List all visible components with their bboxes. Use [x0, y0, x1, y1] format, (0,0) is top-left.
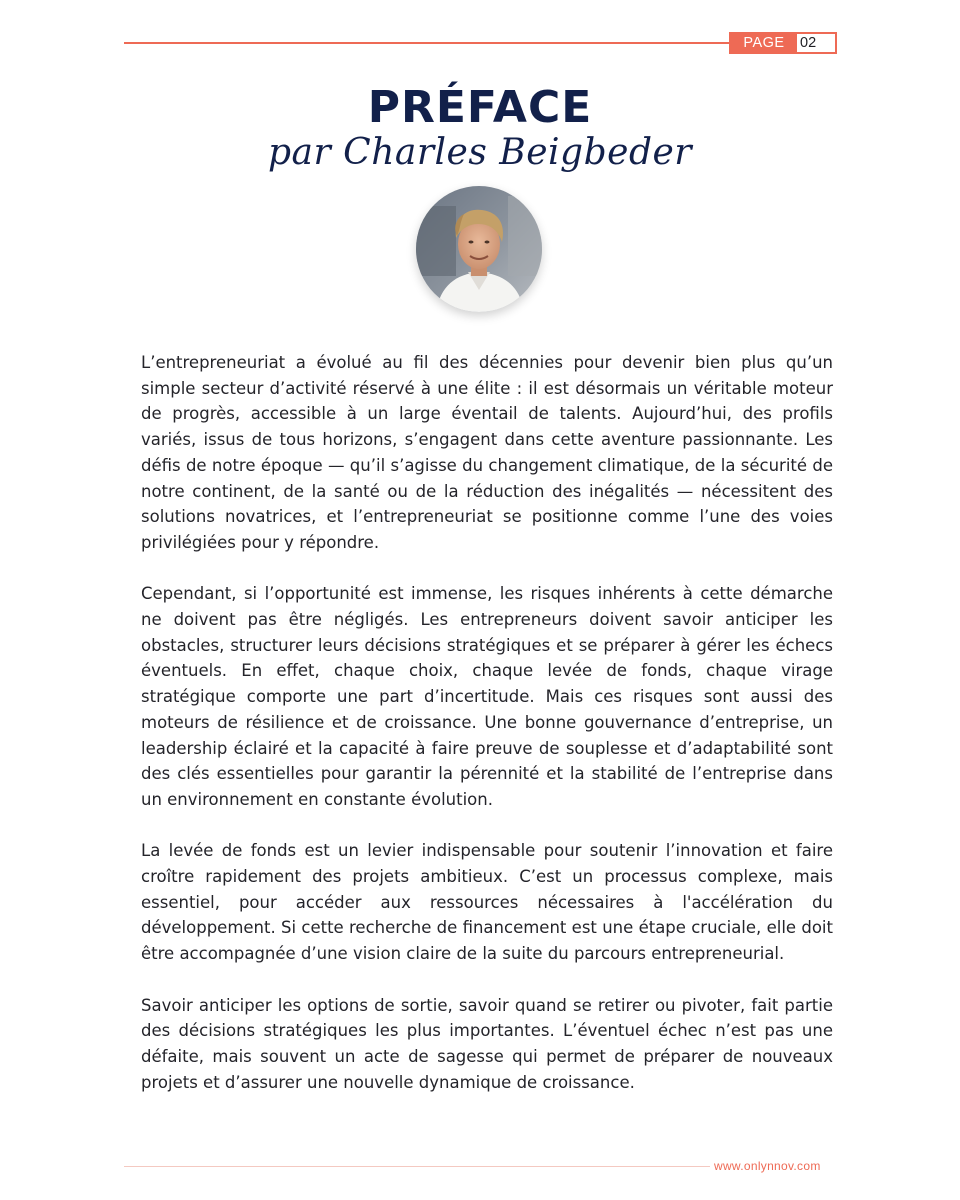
paragraph: Savoir anticiper les options de sortie, savoir quand se retirer ou pivoter, fait partie des décisions stratégiques les plus importantes. L’éventuel échec n’est pas une défaite, mais souvent un acte de sagesse qui permet de préparer de nouveaux projets et d’assurer une nouvelle dynamique de croissance. [141, 995, 833, 1092]
page-number: 02 [800, 35, 817, 51]
page-label: PAGE [731, 34, 797, 52]
header-rule [124, 42, 730, 44]
footer-website-link[interactable]: www.onlynnov.com [714, 1159, 821, 1173]
paragraph: L’entrepreneuriat a évolué au fil des décennies pour devenir bien plus qu’un simple secteur d’activité réservé à une élite : il est désormais un véritable moteur de progrès, accessible à un large éventail de talents. Aujourd’hui, des profils variés, issus de tous horizons, s’engagent dans cette aventure passionnante. Les défis de notre époque — qu’il s’agisse du changement climatique, de la sécurité de notre continent, de la santé ou de la réduction des inégalités — nécessitent des solutions novatrices, et l’entrepreneuriat se positionne comme l’une des voies privilégiées pour y répondre. [141, 353, 833, 552]
paragraph: La levée de fonds est un levier indispensable pour soutenir l’innovation et faire croître rapidement des projets ambitieux. C’est un processus complexe, mais essentiel, pour accéder aux ressources nécessaires à l'accélération du développement. Si cette recherche de financement est une étape cruciale, elle doit être accompagnée d’une vision claire de la suite du parcours entrepreneurial. [141, 841, 833, 964]
page-title: PRÉFACE [367, 82, 593, 133]
preface-body [141, 350, 833, 1121]
footer-rule [124, 1166, 710, 1167]
paragraph: Cependant, si l’opportunité est immense, les risques inhérents à cette démarche ne doivent pas être négligés. Les entrepreneurs doivent savoir anticiper les obstacles, structurer leurs décisions stratégiques et se préparer à gérer les échecs éventuels. En effet, chaque choix, chaque levée de fonds, chaque virage stratégique comporte une part d’incertitude. Mais ces risques sont aussi des moteurs de résilience et de croissance. Une bonne gouvernance d’entreprise, un leadership éclairé et la capacité à faire preuve de souplesse et d’adaptabilité sont des clés essentielles pour garantir la pérennité et la stabilité de l’entreprise dans un environnement en constante évolution. [141, 584, 833, 809]
author-portrait [416, 186, 542, 312]
page-indicator [729, 32, 837, 54]
author-byline: par Charles Beigbeder [267, 132, 693, 173]
